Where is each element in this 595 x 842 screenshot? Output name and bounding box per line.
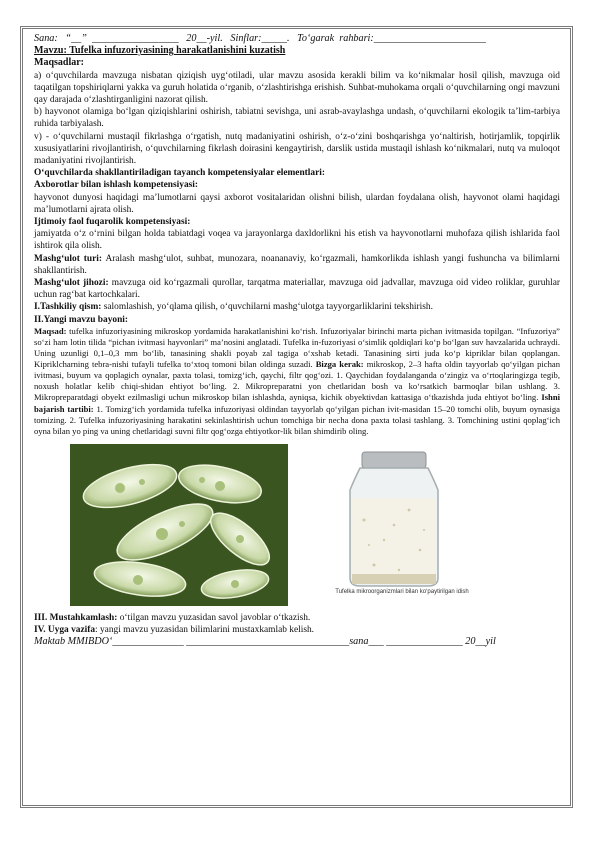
goal-b: b) hayvonot olamiga bo‘lgan qiziqishlarini oshirish, tabiatni sevishga, uni asrab-avaylashga undash, o‘quvchilarni ekologik ta’lim-tarbiya ruhida tarbiyalash.: [34, 107, 560, 130]
header-line-text: Sana: “__” _________________ 20__-yil. Sinflar:_____. To‘garak rahbari:______________________: [34, 33, 486, 44]
stage-organizational-label: I.Tashkiliy qism:: [34, 302, 102, 313]
header-line: [34, 33, 560, 45]
procedure-label: Ishni bajarish tartibi:: [34, 392, 560, 414]
stage-organizational-text: salomlashish, yo‘qlama qilish, o‘quvchilarni mashg‘ulotga tayyorgarliklarini tekshirish.: [101, 302, 433, 313]
materials-text: mikroskop, 2–3 hafta oldin tayyorlab qo‘yilgan pichan ivitmasi, buyum va qoplagich oynalar, paxta tolasi, tomizg‘ich, qaychi, filtr qog‘ozi. 1. Qaychidan foydalanganda o‘zingiz va o‘rtoqlaringizga tegib, noxush holatlar kelib chiqi-shidan ehtiyot bo‘ling. 2. Mikropreparatni yon chetlaridan bosh va ko‘rsatkich barmoqlar bilan ushlang. 3. Mikropreparatdagi obyekt ezilmasligi uchun mikroskop bilan ishlashda, ayniqsa, kichik obyektivdan kattasiga o‘tkazishda juda ehtiyot bo‘ling.: [34, 359, 560, 403]
topic-label: Mavzu:: [34, 45, 67, 57]
lesson-plan: [34, 33, 560, 648]
jar-drawing: [324, 450, 464, 590]
lesson-type-text: Aralash mashg‘ulot, suhbat, munozara, noananaviy, ko‘rgazmali, hamkorlikda ishlash yangi fushuncha va bilimlarni shakllantirish.: [34, 253, 560, 276]
stage-reinforcement-text: o‘tilgan mavzu yuzasidan savol javoblar o‘tkazish.: [117, 612, 311, 623]
new-topic-body: [34, 326, 560, 437]
jar-caption: Tufelka mikroorganizmlari bilan ko‘paytirilgan idish: [335, 588, 469, 595]
procedure-text: 1. Tomizg‘ich yordamida tufelka infuzoriyasi oldindan tayyorlab qo‘yilgan pichan ivit-masidan 15–20 tomchi olib, buyum oynasiga tomizing. 2. Tufelka infuzoriyasining harakatini sekinlashtirish uchun tomchiga bir necha dona paxta tolasi tashlang. 3. Tomchining ustini qoplag‘ich oyna bilan yo ping va uning chetlaridagi suvni filtr qog‘ozga ehtiyotkor-lik bilan shimdirib oling.: [34, 403, 560, 436]
civic-competence-text: jamiyatda o‘z o‘rnini bilgan holda tabiatdagi voqea va jarayonlarga daxldorlikni his etish va hayvonotlarni muhofaza qilish ishlarida faol ishtirok qila olish.: [34, 229, 560, 252]
goal-v: v) - o‘quvchilarni mustaqil fikrlashga o‘rgatish, nutq madaniyatini oshirish, o‘z-o‘zini boshqarishga yo‘naltirish, hotirjamlik, topqirlik xususiyatlarini rivojlantirish, o‘quvchilarning fikrlash doirasini kengaytirish, darslik ustida mustaqil ishlash ko‘nikmalari, nutq va muloqot madaniyatini rivojlantirish.: [34, 131, 560, 167]
goals-heading: Maqsadlar:: [34, 57, 84, 69]
footer-line: Maktab MMIBDO‘______________ ________________________________sana___ _______________ 20__yil: [34, 636, 496, 648]
info-competence-text: hayvonot dunyosi haqidagi ma’lumotlarni qaysi axborot vositalaridan olishni bilish, ulardan foydalana olish, hayvonot olami haqidagi ma’lumotlarni ajrata olish.: [34, 192, 560, 215]
goal-a: a) o‘quvchilarda mavzuga nisbatan qiziqish uyg‘otiladi, ular mavzu asosida kerakli bilim va ko‘nikmalar hosil qilish, mavzuga oid taqatilgan topshiriqlarni yakka va guruh holatida o‘rganib, o‘zlashtirishga erishish. Suhbat-muhokama orqali o‘quvchilarning ongi mavzuni qay darajada o‘zlashtirganligini nazorat qilish.: [34, 70, 560, 106]
lesson-equipment: [34, 277, 560, 301]
new-topic-heading: II.Yangi mavzu bayoni:: [34, 314, 129, 325]
civic-competence-heading: Ijtimoiy faol fuqarolik kompetensiyasi:: [34, 217, 191, 228]
lesson-equipment-text: mavzuga oid ko‘rgazmali qurollar, tarqatma materiallar, mavzuga oid jadvallar, mavzuga oid video roliklar, guruhlar uchun rag‘bat kartochkalari.: [34, 278, 560, 301]
aim-label: Maqsad:: [34, 325, 67, 336]
stage-homework: [34, 624, 560, 636]
topic-title: Tufelka infuzoriyasining harakatlanishini kuzatish: [69, 45, 286, 57]
stage-reinforcement: [34, 612, 560, 624]
stage-homework-label: IV. Uyga vazifa: [34, 625, 96, 636]
illustrations: [34, 440, 560, 610]
topic-line: [34, 45, 560, 57]
aim-text: tufelka infuzoriyasining mikroskop yordamida harakatlanishini ko‘rish. Infuzoriyalar birinchi marta pichan ivitmasida topilgan. “Infuzoriya” so‘zi ham lotin tilida “pichan ivitmasi hayvonlari” ma’nosini anglatadi. Tufelka in-fuzoriyasi o‘simlik qoldiqlari ko‘p bo‘lgan suv havzalarida uchraydi. Uning uzunligi 0,1–0,3 mm bo‘lib, tanasining shakli poyab zal tagiga o‘xshab ketadi. Tanasining sirti juda ko‘p kipriklar bilan qoplangan. Kipriklcharning tebra-nishi tufayli tufelka to‘xtoq tomoni bilan oldinga suzadi.: [34, 325, 560, 370]
lesson-type: [34, 253, 560, 277]
infusion-jar-photo: [324, 450, 464, 608]
paramecium-drawing: [70, 444, 288, 606]
materials-label: Bizga kerak:: [315, 359, 364, 370]
competence-heading: O‘quvchilarda shakllantiriladigan tayanch kompetensiyalar elementlari:: [34, 168, 325, 179]
lesson-type-label: Mashg‘ulot turi:: [34, 253, 103, 264]
stage-organizational: [34, 301, 560, 313]
lesson-equipment-label: Mashg‘ulot jihozi:: [34, 278, 109, 289]
paramecium-micrograph: [70, 444, 288, 606]
stage-homework-text: : yangi mavzu yuzasidan bilimlarini mustaxkamlab kelish.: [95, 625, 314, 636]
stage-reinforcement-label: III. Mustahkamlash:: [34, 612, 118, 623]
info-competence-heading: Axborotlar bilan ishlash kompetensiyasi:: [34, 180, 199, 191]
